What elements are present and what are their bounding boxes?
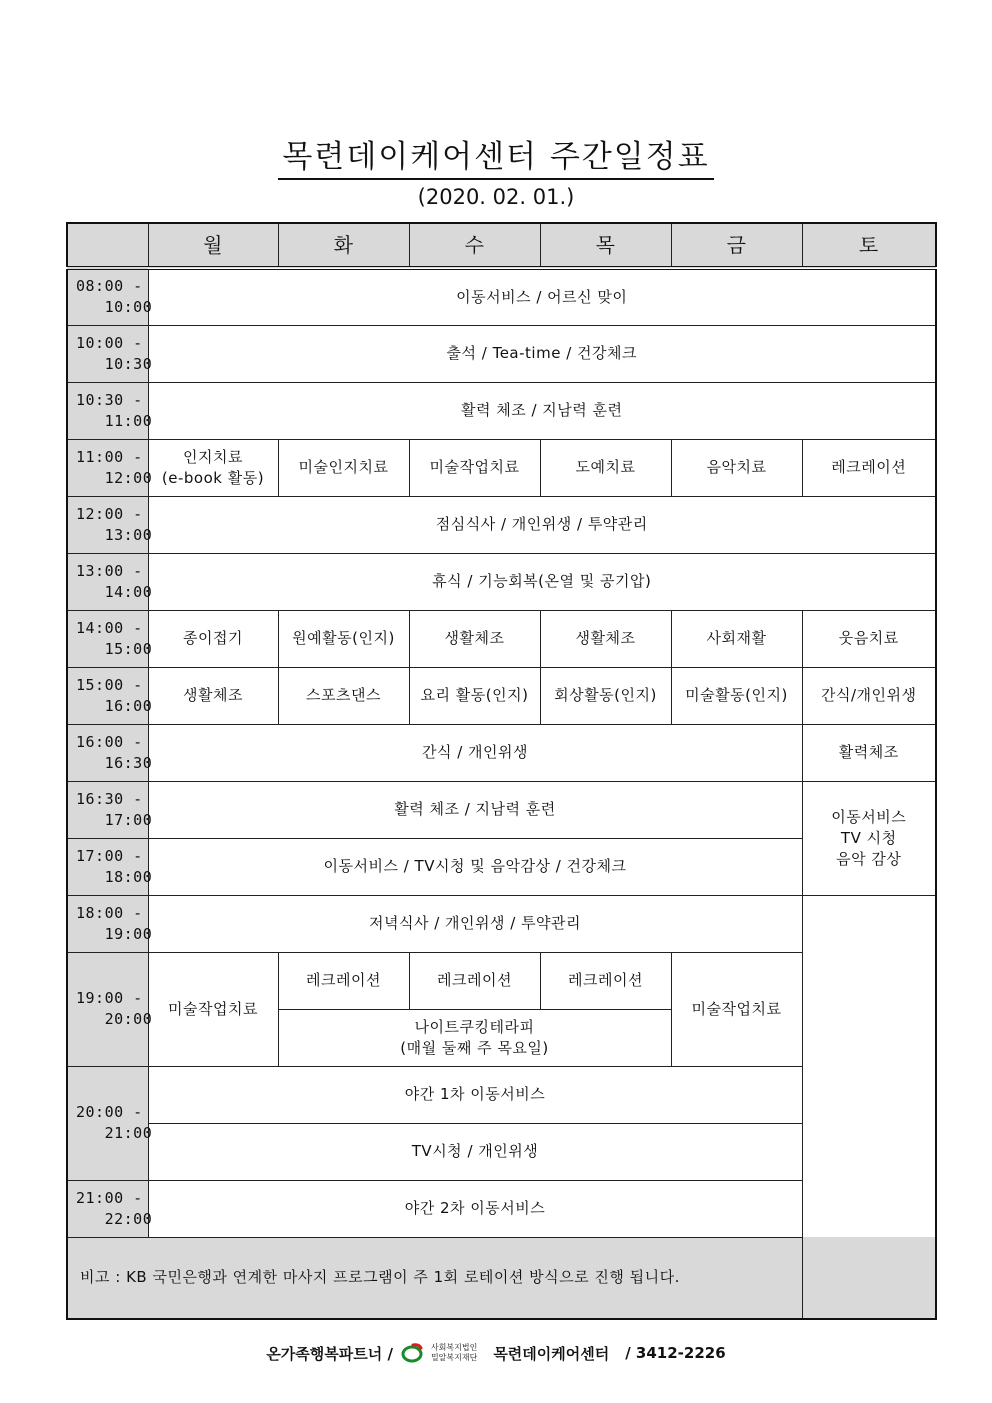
- day-tue: 화: [278, 223, 409, 268]
- row-1200: [67, 496, 936, 553]
- footer-phone: / 3412-2226: [625, 1344, 726, 1362]
- activity-2100: 야간 2차 이동서비스: [148, 1180, 802, 1237]
- day-thu: 목: [540, 223, 671, 268]
- activity-1500-thu: 회상활동(인지): [540, 667, 671, 724]
- row-1030: [67, 382, 936, 439]
- activity-night-cooking: 나이트쿠킹테라피 (매월 둘째 주 목요일): [278, 1009, 671, 1066]
- header-row: [67, 223, 936, 268]
- corner-cell: [67, 223, 148, 268]
- milal-logo-icon: [399, 1342, 425, 1364]
- activity-1100-fri: 음악치료: [671, 439, 802, 496]
- row-1800: [67, 895, 936, 952]
- activity-1500-mon: 생활체조: [148, 667, 278, 724]
- activity-1300: 휴식 / 기능회복(온열 및 공기압): [148, 553, 936, 610]
- activity-1400-mon: 종이접기: [148, 610, 278, 667]
- row-1000: [67, 325, 936, 382]
- row-0800: [67, 268, 936, 325]
- activity-2000b: TV시청 / 개인위생: [148, 1123, 802, 1180]
- row-1400: [67, 610, 936, 667]
- schedule-table: [66, 222, 937, 1320]
- day-mon: 월: [148, 223, 278, 268]
- row-1500: [67, 667, 936, 724]
- activity-1400-wed: 생활체조: [409, 610, 540, 667]
- activity-1900-tue: 레크레이션: [278, 952, 409, 1009]
- footer-center: 목련데이케어센터: [493, 1344, 610, 1363]
- page-title-wrap: [0, 138, 992, 180]
- footer-org: [431, 1343, 477, 1363]
- activity-1400-fri: 사회재활: [671, 610, 802, 667]
- note-row: [67, 1237, 936, 1319]
- activity-1630: 활력 체조 / 지남력 훈련: [148, 781, 802, 838]
- activity-1500-sat: 간식/개인위생: [802, 667, 936, 724]
- time-1400: 14:00 - 15:00: [67, 610, 148, 667]
- time-1900: 19:00 - 20:00: [67, 952, 148, 1066]
- activity-1400-sat: 웃음치료: [802, 610, 936, 667]
- activity-1100-wed: 미술작업치료: [409, 439, 540, 496]
- time-2000: 20:00 - 21:00: [67, 1066, 148, 1180]
- activity-1030: 활력 체조 / 지남력 훈련: [148, 382, 936, 439]
- page-title: 목련데이케어센터 주간일정표: [278, 138, 713, 180]
- activity-0800: 이동서비스 / 어르신 맞이: [148, 268, 936, 325]
- activity-1500-wed: 요리 활동(인지): [409, 667, 540, 724]
- activity-1400-thu: 생활체조: [540, 610, 671, 667]
- activity-1600: 간식 / 개인위생: [148, 724, 802, 781]
- time-1630: 16:30 - 17:00: [67, 781, 148, 838]
- activity-1800: 저녁식사 / 개인위생 / 투약관리: [148, 895, 802, 952]
- activity-1900-fri: 미술작업치료: [671, 952, 802, 1066]
- time-1700: 17:00 - 18:00: [67, 838, 148, 895]
- time-1100: 11:00 - 12:00: [67, 439, 148, 496]
- time-1200: 12:00 - 13:00: [67, 496, 148, 553]
- activity-1100-thu: 도예치료: [540, 439, 671, 496]
- day-sat: 토: [802, 223, 936, 268]
- time-2100: 21:00 - 22:00: [67, 1180, 148, 1237]
- activity-1900-mon: 미술작업치료: [148, 952, 278, 1066]
- footer-partner: 온가족행복파트너 /: [266, 1344, 393, 1363]
- activity-1900-thu: 레크레이션: [540, 952, 671, 1009]
- time-1030: 10:30 - 11:00: [67, 382, 148, 439]
- footer: [0, 1336, 992, 1370]
- activity-2000a: 야간 1차 이동서비스: [148, 1066, 802, 1123]
- activity-1400-tue: 원예활동(인지): [278, 610, 409, 667]
- activity-1700: 이동서비스 / TV시청 및 음악감상 / 건강체크: [148, 838, 802, 895]
- time-1600: 16:00 - 16:30: [67, 724, 148, 781]
- activity-1600-sat: 활력체조: [802, 724, 936, 781]
- time-1300: 13:00 - 14:00: [67, 553, 148, 610]
- time-1800: 18:00 - 19:00: [67, 895, 148, 952]
- activity-1900-wed: 레크레이션: [409, 952, 540, 1009]
- day-wed: 수: [409, 223, 540, 268]
- row-1630: [67, 781, 936, 838]
- activity-1100-tue: 미술인지치료: [278, 439, 409, 496]
- time-1000: 10:00 - 10:30: [67, 325, 148, 382]
- row-1100: [67, 439, 936, 496]
- footer-org-line2: 밀알복지재단: [430, 1353, 478, 1362]
- day-fri: 금: [671, 223, 802, 268]
- row-1300: [67, 553, 936, 610]
- activity-1100-mon: 인지치료 (e-book 활동): [148, 439, 278, 496]
- note-text: 비고 : KB 국민은행과 연계한 마사지 프로그램이 주 1회 로테이션 방식으로 진행 됩니다.: [67, 1237, 936, 1319]
- time-1500: 15:00 - 16:00: [67, 667, 148, 724]
- row-1600: [67, 724, 936, 781]
- time-0800: 08:00 - 10:00: [67, 268, 148, 325]
- activity-1200: 점심식사 / 개인위생 / 투약관리: [148, 496, 936, 553]
- activity-1100-sat: 레크레이션: [802, 439, 936, 496]
- activity-1630-sat: 이동서비스 TV 시청 음악 감상: [802, 781, 936, 895]
- activity-1000: 출석 / Tea-time / 건강체크: [148, 325, 936, 382]
- footer-org-line1: 사회복지법인: [430, 1343, 478, 1352]
- activity-1500-tue: 스포츠댄스: [278, 667, 409, 724]
- activity-1500-fri: 미술활동(인지): [671, 667, 802, 724]
- page-date: (2020. 02. 01.): [417, 185, 575, 209]
